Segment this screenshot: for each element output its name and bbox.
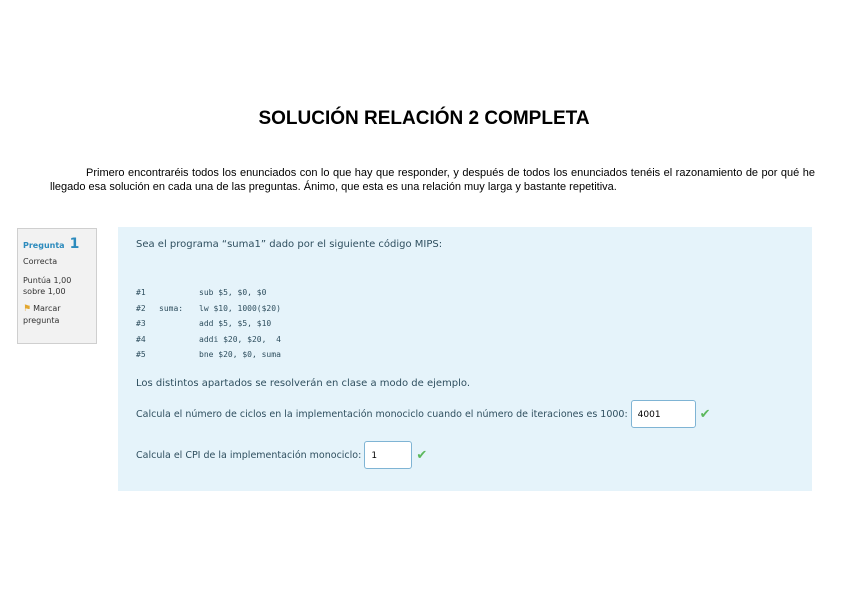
intro-text: Primero encontraréis todos los enunciados con lo que hay que responder, y después de todos los enunciados tenéis el razonamiento de por qué he llegado esa solución en cada una de las preguntas. Ánimo, que esta es una relación muy larga y bastante repetitiva. xyxy=(50,167,815,193)
subquestion-text: Calcula el número de ciclos en la implementación monociclo cuando el número de iteraciones es 1000: xyxy=(136,408,628,420)
question-label: Pregunta xyxy=(23,241,65,250)
question-score: Puntúa 1,00 sobre 1,00 xyxy=(23,276,72,296)
flag-icon: ⚑ xyxy=(23,304,32,314)
code-line-number: #5 xyxy=(136,350,146,359)
document-title: SOLUCIÓN RELACIÓN 2 COMPLETA xyxy=(258,108,590,129)
code-instruction: lw $10, 1000($20) xyxy=(199,303,281,313)
question-info-box xyxy=(17,228,97,344)
code-line xyxy=(136,301,281,317)
question-number: 1 xyxy=(69,236,80,252)
question-panel xyxy=(118,227,812,491)
code-line-number: #1 xyxy=(136,288,146,297)
code-instruction: sub $5, $0, $0 xyxy=(199,288,267,297)
flag-question-link[interactable] xyxy=(23,303,91,326)
code-label xyxy=(159,285,199,301)
question-state: Correcta xyxy=(23,257,58,266)
code-instruction: addi $20, $20, 4 xyxy=(199,334,281,344)
check-icon: ✔ xyxy=(699,406,711,422)
code-line xyxy=(136,316,281,332)
subquestion-cpi xyxy=(136,441,427,469)
code-line xyxy=(136,347,281,363)
code-label xyxy=(159,316,199,332)
answer-field-cycles[interactable]: 4001 xyxy=(631,400,696,428)
code-instruction: add $5, $5, $10 xyxy=(199,319,272,328)
check-icon: ✔ xyxy=(416,447,428,463)
question-heading xyxy=(23,233,91,252)
code-instruction: bne $20, $0, suma xyxy=(199,350,281,359)
code-label: suma: xyxy=(159,303,184,313)
subquestion-text: Calcula el CPI de la implementación monociclo: xyxy=(136,449,362,461)
subquestion-cycles xyxy=(136,400,711,428)
code-line-number: #2 xyxy=(136,303,146,313)
answer-field-cpi[interactable]: 1 xyxy=(364,441,412,469)
code-line-number: #3 xyxy=(136,319,146,328)
code-label xyxy=(159,332,199,348)
code-line-number: #4 xyxy=(136,334,146,344)
code-line xyxy=(136,285,281,301)
flag-question-label: Marcar pregunta xyxy=(23,304,61,325)
intro-paragraph xyxy=(50,166,815,194)
code-block xyxy=(136,285,281,363)
question-note: Los distintos apartados se resolverán en clase a modo de ejemplo. xyxy=(136,378,471,389)
code-line xyxy=(136,332,281,348)
code-label xyxy=(159,347,199,363)
question-statement: Sea el programa “suma1” dado por el siguiente código MIPS: xyxy=(136,239,443,250)
